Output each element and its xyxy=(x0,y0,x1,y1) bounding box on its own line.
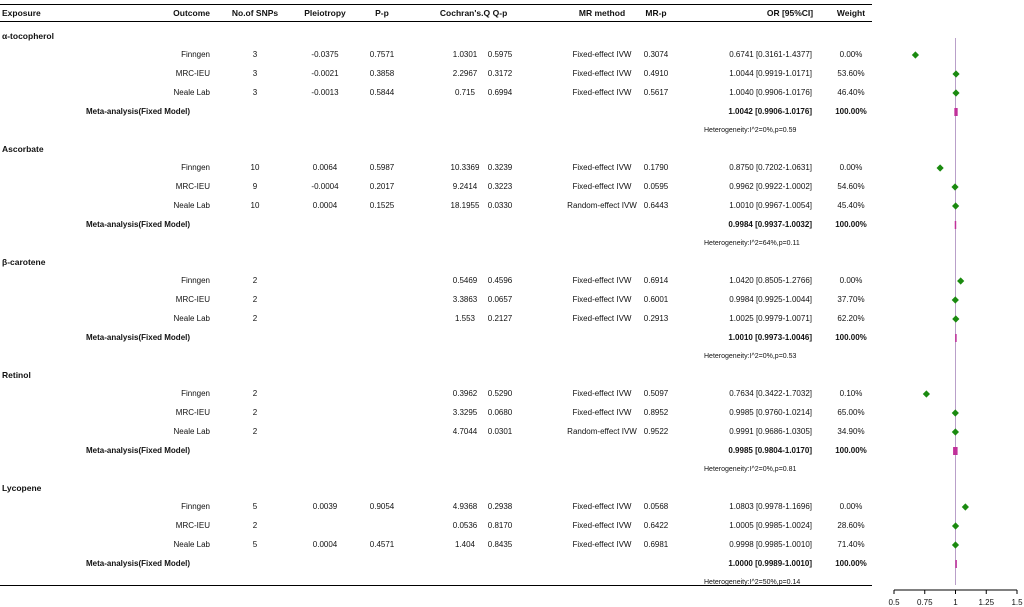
table-cell-mrp: 0.9522 xyxy=(643,427,669,436)
estimate-marker xyxy=(962,503,969,510)
table-cell-qp: 0.3239 xyxy=(487,163,513,172)
meta-analysis-weight: 100.00% xyxy=(835,446,867,455)
meta-analysis-or: 1.0042 [0.9906-1.0176] xyxy=(728,107,812,116)
table-cell-method: Fixed-effect IVW xyxy=(572,389,632,398)
table-cell-qp: 0.2938 xyxy=(487,502,513,511)
table-cell-weight: 71.40% xyxy=(837,540,865,549)
heterogeneity-text: Heterogeneity:I^2=64%,p=0.11 xyxy=(704,240,800,247)
table-cell-outcome: Neale Lab xyxy=(173,427,210,436)
estimate-marker xyxy=(952,296,959,303)
table-cell-qp: 0.8435 xyxy=(487,540,513,549)
estimate-marker xyxy=(951,183,958,190)
table-cell-qp: 0.3223 xyxy=(487,182,513,191)
table-cell-mrp: 0.6914 xyxy=(643,276,669,285)
table-cell-mrp: 0.3074 xyxy=(643,50,669,59)
table-cell-pleio: 0.0004 xyxy=(312,540,338,549)
table-cell-method: Random-effect IVW xyxy=(567,201,637,210)
table-cell-weight: 0.10% xyxy=(839,389,863,398)
table-cell-qp: 0.0301 xyxy=(487,427,513,436)
header-mr-method: MR method xyxy=(578,8,626,18)
table-cell-pleio: -0.0021 xyxy=(311,69,339,78)
estimate-marker xyxy=(952,70,959,77)
table-cell-q: 4.7044 xyxy=(452,427,478,436)
table-cell-mrp: 0.4910 xyxy=(643,69,669,78)
table-cell-method: Fixed-effect IVW xyxy=(572,69,632,78)
table-cell-method: Fixed-effect IVW xyxy=(572,540,632,549)
estimate-marker xyxy=(952,522,959,529)
table-cell-snps: 2 xyxy=(252,276,258,285)
x-tick-label: 1.5 xyxy=(1011,598,1023,607)
header-snps: No.of SNPs xyxy=(231,8,279,18)
table-cell-method: Fixed-effect IVW xyxy=(572,182,632,191)
x-tick-label: 1 xyxy=(953,598,958,607)
table-cell-pp: 0.9054 xyxy=(369,502,395,511)
table-cell-outcome: Neale Lab xyxy=(173,88,210,97)
header-qp: Q-p xyxy=(492,8,508,18)
table-cell-snps: 2 xyxy=(252,295,258,304)
table-cell-mrp: 0.6001 xyxy=(643,295,669,304)
pooled-estimate-bar xyxy=(955,560,957,568)
meta-analysis-weight: 100.00% xyxy=(835,220,867,229)
table-cell-outcome: MRC-IEU xyxy=(175,295,210,304)
meta-analysis-label: Meta-analysis(Fixed Model) xyxy=(86,220,191,229)
table-cell-or: 0.9991 [0.9686-1.0305] xyxy=(729,427,812,436)
estimate-marker xyxy=(912,51,919,58)
table-cell-pleio: 0.0039 xyxy=(312,502,338,511)
table-cell-mrp: 0.6981 xyxy=(643,540,669,549)
table-cell-method: Fixed-effect IVW xyxy=(572,408,632,417)
table-cell-pp: 0.5844 xyxy=(369,88,395,97)
table-cell-snps: 2 xyxy=(252,389,258,398)
table-cell-q: 0.5469 xyxy=(452,276,478,285)
table-cell-q: 4.9368 xyxy=(452,502,478,511)
table-cell-or: 0.9962 [0.9922-1.0002] xyxy=(729,182,812,191)
table-cell-pp: 0.4571 xyxy=(369,540,395,549)
table-cell-mrp: 0.6422 xyxy=(643,521,669,530)
table-cell-or: 0.9985 [0.9760-1.0214] xyxy=(729,408,812,417)
table-cell-outcome: MRC-IEU xyxy=(175,408,210,417)
heterogeneity-text: Heterogeneity:I^2=0%,p=0.53 xyxy=(704,353,797,360)
exposure-group-label: Lycopene xyxy=(2,483,42,493)
table-cell-mrp: 0.0568 xyxy=(643,502,669,511)
table-cell-qp: 0.0330 xyxy=(487,201,513,210)
meta-analysis-label: Meta-analysis(Fixed Model) xyxy=(86,333,191,342)
table-cell-q: 3.3295 xyxy=(452,408,478,417)
table-cell-method: Fixed-effect IVW xyxy=(572,163,632,172)
table-cell-q: 2.2967 xyxy=(452,69,478,78)
table-cell-qp: 0.3172 xyxy=(487,69,513,78)
table-cell-mrp: 0.5097 xyxy=(643,389,669,398)
header-mr-p: MR-p xyxy=(645,8,667,18)
header-pleiotropy: Pleiotropy xyxy=(304,8,346,18)
header-outcome: Outcome xyxy=(173,8,210,18)
table-cell-weight: 34.90% xyxy=(837,427,865,436)
table-cell-or: 1.0803 [0.9978-1.1696] xyxy=(729,502,812,511)
table-cell-outcome: Finngen xyxy=(181,389,210,398)
exposure-group-label: α-tocopherol xyxy=(2,31,54,41)
table-cell-pp: 0.2017 xyxy=(369,182,395,191)
table-cell-pleio: -0.0004 xyxy=(311,182,339,191)
table-cell-weight: 45.40% xyxy=(837,201,865,210)
table-cell-outcome: Finngen xyxy=(181,50,210,59)
estimate-marker xyxy=(952,89,959,96)
meta-analysis-weight: 100.00% xyxy=(835,333,867,342)
table-cell-q: 1.553 xyxy=(454,314,476,323)
meta-analysis-label: Meta-analysis(Fixed Model) xyxy=(86,559,191,568)
table-cell-qp: 0.2127 xyxy=(487,314,513,323)
header-exposure: Exposure xyxy=(2,8,41,18)
table-cell-weight: 65.00% xyxy=(837,408,865,417)
heterogeneity-text: Heterogeneity:I^2=50%,p=0.14 xyxy=(704,579,801,586)
table-cell-method: Fixed-effect IVW xyxy=(572,314,632,323)
x-tick-label: 0.5 xyxy=(888,598,900,607)
table-cell-or: 0.6741 [0.3161-1.4377] xyxy=(729,50,812,59)
table-cell-weight: 0.00% xyxy=(839,50,863,59)
estimate-marker xyxy=(952,541,959,548)
table-cell-snps: 9 xyxy=(252,182,258,191)
table-cell-q: 1.0301 xyxy=(452,50,478,59)
table-cell-or: 1.0005 [0.9985-1.0024] xyxy=(729,521,812,530)
table-cell-q: 10.3369 xyxy=(450,163,480,172)
table-cell-pleio: 0.0064 xyxy=(312,163,338,172)
table-cell-outcome: Finngen xyxy=(181,163,210,172)
pooled-estimate-bar xyxy=(955,221,957,229)
table-cell-method: Fixed-effect IVW xyxy=(572,88,632,97)
meta-analysis-or: 0.9985 [0.9804-1.0170] xyxy=(728,446,812,455)
table-cell-mrp: 0.2913 xyxy=(643,314,669,323)
table-cell-pleio: 0.0004 xyxy=(312,201,338,210)
table-cell-q: 0.0536 xyxy=(452,521,478,530)
table-cell-snps: 2 xyxy=(252,314,258,323)
estimate-marker xyxy=(937,164,944,171)
table-cell-q: 18.1955 xyxy=(450,201,480,210)
estimate-marker xyxy=(952,428,959,435)
table-cell-weight: 0.00% xyxy=(839,502,863,511)
table-cell-qp: 0.5975 xyxy=(487,50,513,59)
table-cell-weight: 0.00% xyxy=(839,163,863,172)
table-cell-snps: 2 xyxy=(252,521,258,530)
table-cell-q: 3.3863 xyxy=(452,295,478,304)
table-cell-or: 1.0420 [0.8505-1.2766] xyxy=(729,276,812,285)
meta-analysis-or: 0.9984 [0.9937-1.0032] xyxy=(728,220,812,229)
table-cell-mrp: 0.8952 xyxy=(643,408,669,417)
x-tick-label: 0.75 xyxy=(916,598,933,607)
table-cell-snps: 5 xyxy=(252,540,258,549)
table-cell-outcome: Neale Lab xyxy=(173,314,210,323)
table-cell-qp: 0.0657 xyxy=(487,295,513,304)
table-cell-method: Fixed-effect IVW xyxy=(572,295,632,304)
table-cell-outcome: MRC-IEU xyxy=(175,182,210,191)
estimate-marker xyxy=(957,277,964,284)
table-cell-snps: 3 xyxy=(252,88,258,97)
table-cell-weight: 62.20% xyxy=(837,314,865,323)
table-cell-outcome: MRC-IEU xyxy=(175,69,210,78)
table-cell-q: 0.715 xyxy=(454,88,476,97)
header-weight: Weight xyxy=(836,8,866,18)
table-cell-snps: 10 xyxy=(250,163,260,172)
heterogeneity-text: Heterogeneity:I^2=0%,p=0.59 xyxy=(704,127,797,134)
table-cell-pp: 0.7571 xyxy=(369,50,395,59)
table-cell-weight: 37.70% xyxy=(837,295,865,304)
exposure-group-label: Retinol xyxy=(2,370,31,380)
table-cell-or: 1.0010 [0.9967-1.0054] xyxy=(729,201,812,210)
table-cell-or: 0.7634 [0.3422-1.7032] xyxy=(729,389,812,398)
table-cell-snps: 3 xyxy=(252,69,258,78)
table-cell-q: 1.404 xyxy=(454,540,476,549)
table-cell-weight: 53.60% xyxy=(837,69,865,78)
table-cell-pp: 0.3858 xyxy=(369,69,395,78)
pooled-estimate-bar xyxy=(955,334,957,342)
table-cell-or: 0.9984 [0.9925-1.0044] xyxy=(729,295,812,304)
table-cell-qp: 0.6994 xyxy=(487,88,513,97)
table-cell-method: Fixed-effect IVW xyxy=(572,502,632,511)
estimate-marker xyxy=(952,202,959,209)
meta-analysis-or: 1.0010 [0.9973-1.0046] xyxy=(728,333,812,342)
meta-analysis-weight: 100.00% xyxy=(835,559,867,568)
table-cell-outcome: MRC-IEU xyxy=(175,521,210,530)
table-cell-method: Fixed-effect IVW xyxy=(572,50,632,59)
table-cell-outcome: Neale Lab xyxy=(173,540,210,549)
table-cell-or: 1.0040 [0.9906-1.0176] xyxy=(729,88,812,97)
table-cell-qp: 0.4596 xyxy=(487,276,513,285)
pooled-estimate-bar xyxy=(953,447,958,455)
table-cell-q: 0.3962 xyxy=(452,389,478,398)
pooled-estimate-bar xyxy=(954,108,957,116)
table-cell-mrp: 0.1790 xyxy=(643,163,669,172)
table-cell-q: 9.2414 xyxy=(452,182,478,191)
table-cell-snps: 2 xyxy=(252,408,258,417)
table-cell-weight: 0.00% xyxy=(839,276,863,285)
table-cell-pleio: -0.0375 xyxy=(311,50,339,59)
table-cell-pp: 0.1525 xyxy=(369,201,395,210)
table-cell-pp: 0.5987 xyxy=(369,163,395,172)
table-cell-or: 0.8750 [0.7202-1.0631] xyxy=(729,163,812,172)
table-cell-weight: 46.40% xyxy=(837,88,865,97)
exposure-group-label: Ascorbate xyxy=(2,144,44,154)
table-cell-method: Fixed-effect IVW xyxy=(572,521,632,530)
table-cell-mrp: 0.6443 xyxy=(643,201,669,210)
table-cell-qp: 0.5290 xyxy=(487,389,513,398)
table-cell-snps: 10 xyxy=(250,201,260,210)
table-cell-or: 1.0025 [0.9979-1.0071] xyxy=(729,314,812,323)
table-cell-or: 0.9998 [0.9985-1.0010] xyxy=(729,540,812,549)
estimate-marker xyxy=(923,390,930,397)
table-cell-weight: 54.60% xyxy=(837,182,865,191)
table-cell-mrp: 0.0595 xyxy=(643,182,669,191)
x-tick-label: 1.25 xyxy=(978,598,995,607)
estimate-marker xyxy=(952,409,959,416)
meta-analysis-or: 1.0000 [0.9989-1.0010] xyxy=(728,559,812,568)
table-cell-outcome: Finngen xyxy=(181,276,210,285)
header-cochran-q: Cochran's.Q xyxy=(439,8,491,18)
header-pp: P-p xyxy=(375,8,389,18)
meta-analysis-weight: 100.00% xyxy=(835,107,867,116)
heterogeneity-text: Heterogeneity:I^2=0%,p=0.81 xyxy=(704,466,797,473)
table-cell-method: Fixed-effect IVW xyxy=(572,276,632,285)
table-cell-snps: 2 xyxy=(252,427,258,436)
meta-analysis-label: Meta-analysis(Fixed Model) xyxy=(86,446,191,455)
table-cell-outcome: Neale Lab xyxy=(173,201,210,210)
header-or: OR [95%CI] xyxy=(766,8,814,18)
exposure-group-label: β-carotene xyxy=(2,257,46,267)
table-cell-snps: 5 xyxy=(252,502,258,511)
meta-analysis-label: Meta-analysis(Fixed Model) xyxy=(86,107,191,116)
estimate-marker xyxy=(952,315,959,322)
table-cell-pleio: -0.0013 xyxy=(311,88,339,97)
table-cell-qp: 0.8170 xyxy=(487,521,513,530)
table-cell-or: 1.0044 [0.9919-1.0171] xyxy=(729,69,812,78)
table-cell-mrp: 0.5617 xyxy=(643,88,669,97)
table-cell-method: Random-effect IVW xyxy=(567,427,637,436)
table-cell-weight: 28.60% xyxy=(837,521,865,530)
table-cell-qp: 0.0680 xyxy=(487,408,513,417)
table-cell-outcome: Finngen xyxy=(181,502,210,511)
table-cell-snps: 3 xyxy=(252,50,258,59)
